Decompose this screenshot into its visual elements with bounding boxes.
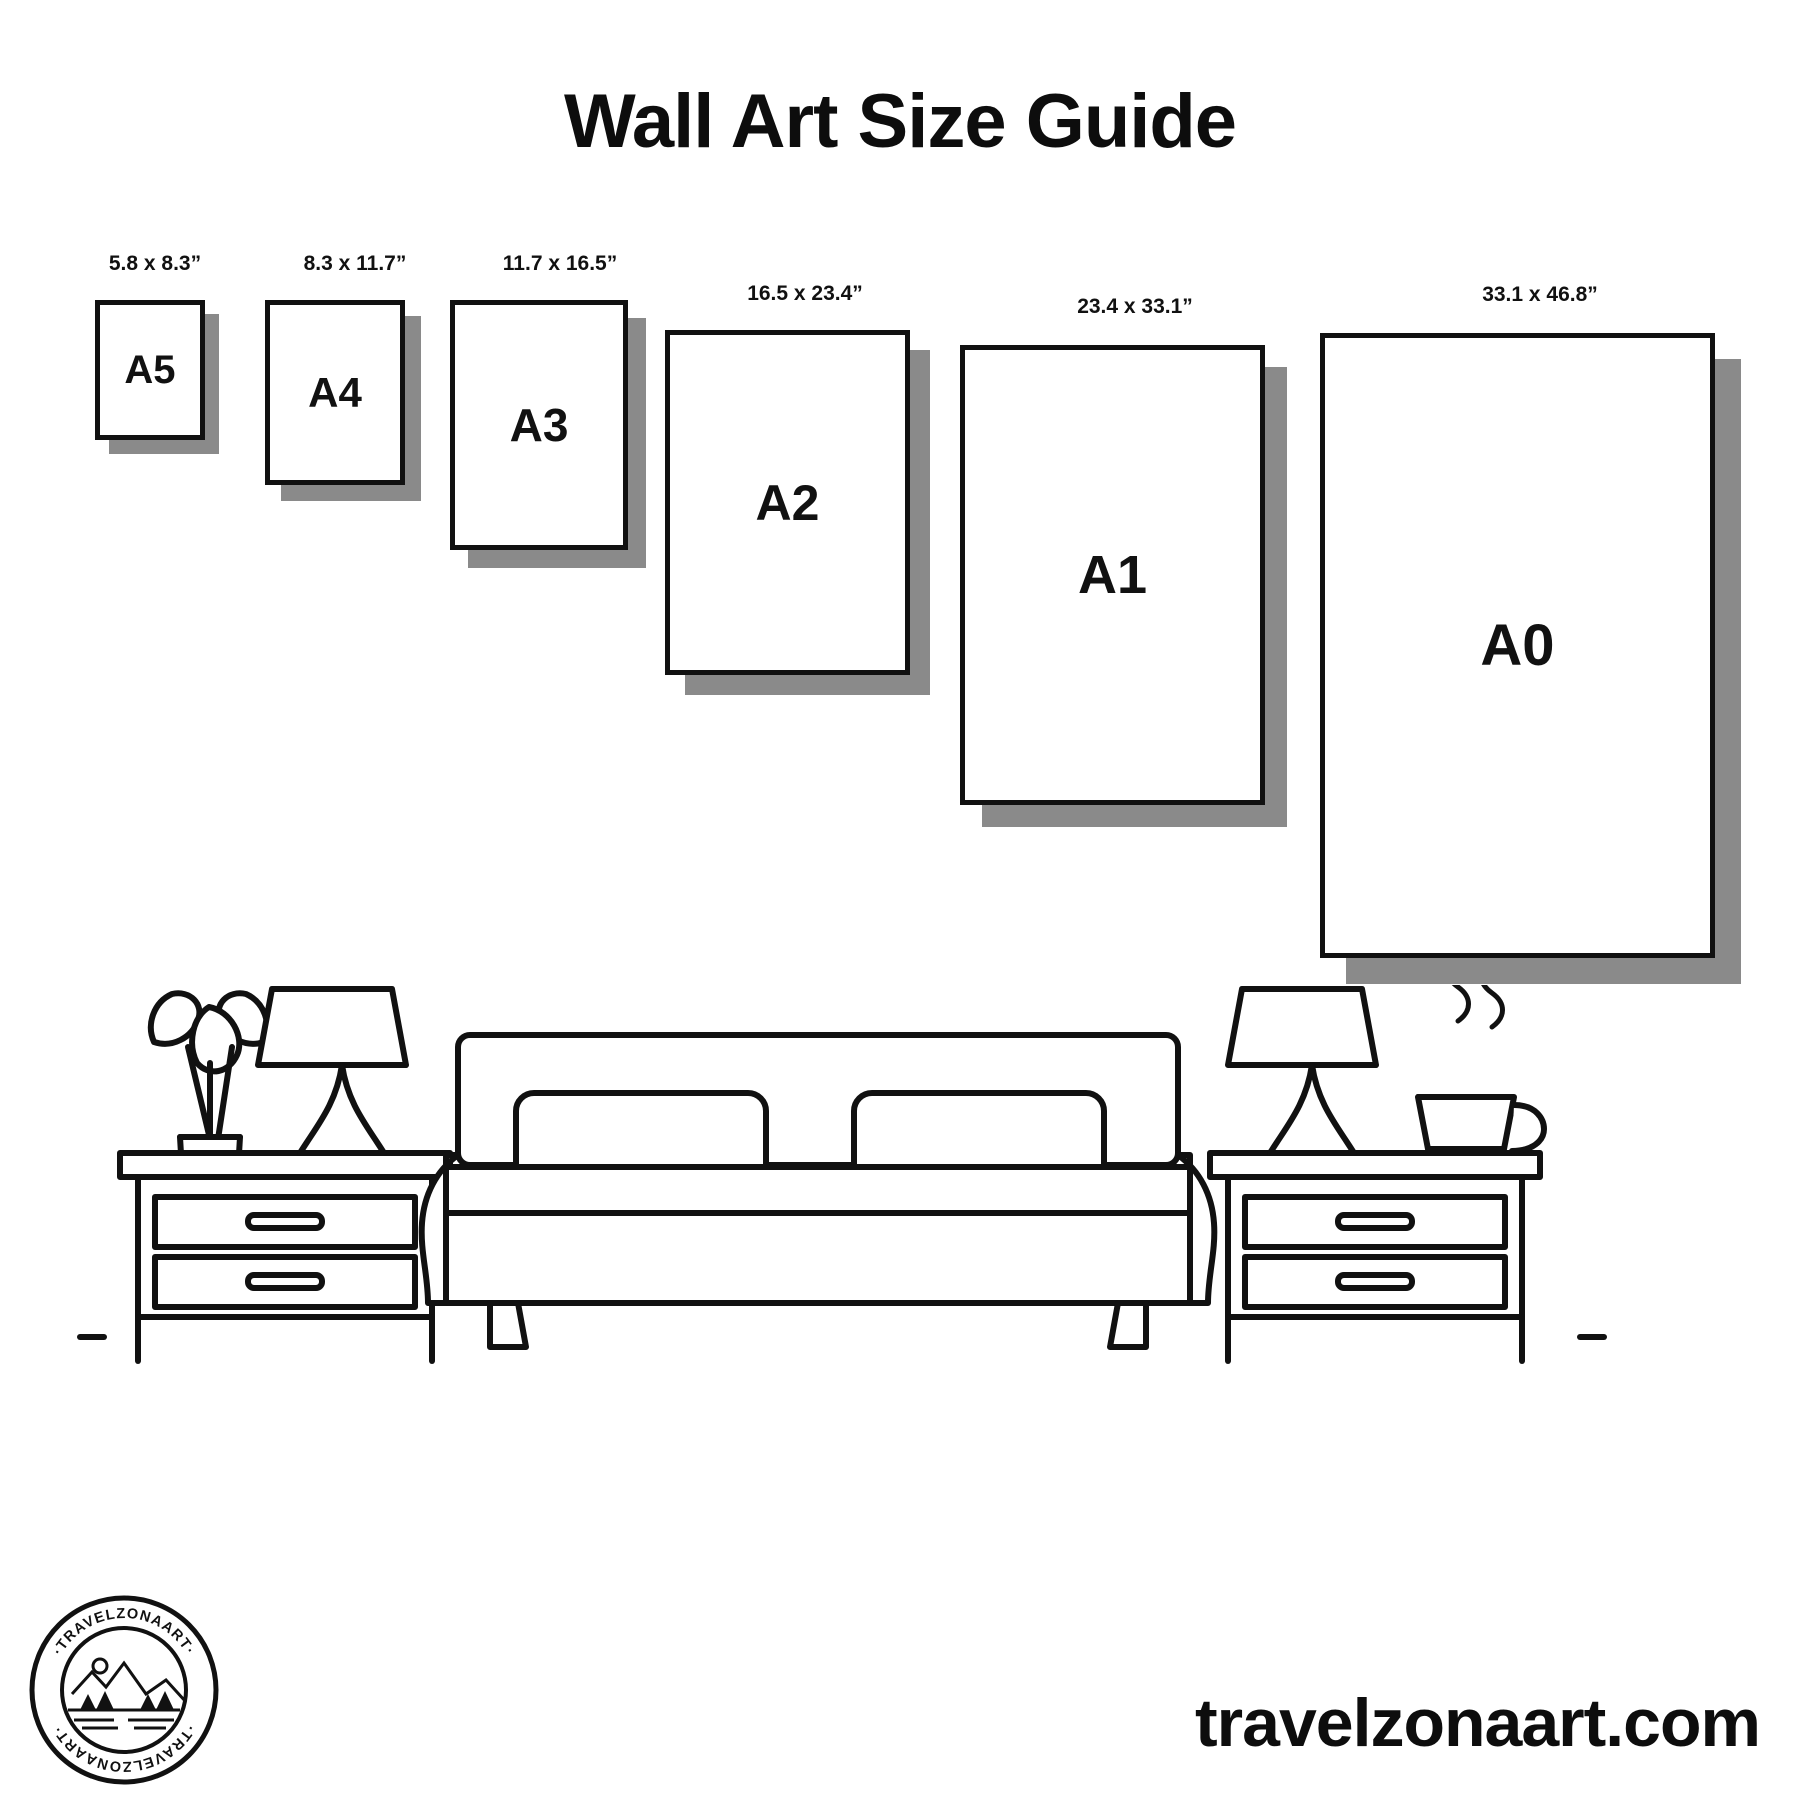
lamp-left-icon [258, 989, 406, 1153]
frame-label-a0: A0 [1480, 613, 1555, 678]
frame-box-a5[interactable] [95, 300, 205, 440]
frame-group-a3 [450, 252, 670, 600]
frame-box-a4[interactable] [265, 300, 405, 485]
coffee-cup-icon [1418, 985, 1544, 1151]
frame-box-a2[interactable] [665, 330, 910, 675]
frame-label-a3: A3 [509, 399, 569, 451]
bedroom-scene [60, 985, 1760, 1405]
frame-label-a2: A2 [755, 474, 820, 531]
frame-box-a1[interactable] [960, 345, 1265, 805]
frame-group-a5 [95, 252, 215, 480]
website-url[interactable]: travelzonaart.com [1195, 1685, 1760, 1761]
frame-group-a1 [960, 295, 1310, 845]
logo-text-top: ·TRAVELZONAART· [50, 1605, 198, 1659]
frame-label-a5: A5 [124, 347, 176, 392]
bed-icon [422, 1035, 1215, 1347]
frame-label-a4: A4 [308, 368, 362, 416]
logo-text-bottom: ·TRAVELZONAART· [50, 1721, 198, 1775]
nightstand-right-icon [1210, 1153, 1604, 1361]
frame-caption-a4: 8.3 x 11.7” [303, 252, 407, 275]
nightstand-left-icon [80, 1153, 450, 1361]
frame-group-a0 [1320, 283, 1760, 973]
frame-box-a0[interactable] [1320, 333, 1715, 958]
frame-box-a3[interactable] [450, 300, 628, 550]
frame-group-a4 [265, 252, 445, 540]
lamp-right-icon [1228, 989, 1376, 1153]
brand-logo [24, 1590, 224, 1790]
frame-caption-a5: 5.8 x 8.3” [108, 252, 202, 275]
frame-caption-a3: 11.7 x 16.5” [502, 252, 618, 275]
frame-label-a1: A1 [1077, 545, 1148, 605]
page-title: Wall Art Size Guide [563, 79, 1237, 164]
frame-caption-a1: 23.4 x 33.1” [1077, 295, 1193, 318]
frame-caption-a0: 33.1 x 46.8” [1482, 283, 1598, 306]
frame-caption-a2: 16.5 x 23.4” [747, 282, 863, 305]
frame-group-a2 [665, 282, 945, 710]
